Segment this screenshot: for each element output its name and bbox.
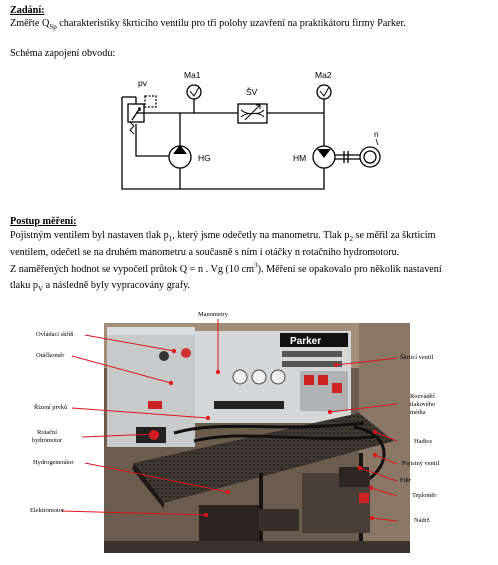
n-label: n — [374, 129, 379, 139]
label-rozvadec-1: Rozváděč — [410, 393, 436, 400]
label-nadrz: Nádrž — [414, 517, 430, 524]
task-before: Změřte Q — [10, 18, 50, 29]
p4-text: tlaku p — [10, 280, 39, 291]
label-rotacni-hydromotor — [32, 429, 62, 445]
sv-label: ŠV — [246, 87, 258, 97]
parker-logo: Parker — [290, 336, 322, 347]
label-rotacni-2: hydromotor — [32, 437, 63, 444]
label-rizeni-prvku: Řízení prvků — [34, 404, 68, 411]
label-hydrogenerator: Hydrogenerátor — [33, 459, 74, 466]
label-ovladaci-skrin: Ovládací skříň — [36, 331, 74, 338]
hm-label: HM — [293, 153, 307, 163]
p1-text: Pojistným ventilem byl nastaven tlak p — [10, 230, 169, 241]
label-filtr: Filtr — [400, 477, 412, 484]
label-manometry: Manometry — [198, 311, 228, 318]
label-otackomer: Otáčkoměr — [36, 352, 65, 359]
p1-text-2: , který jsme odečetly na manometru. Tlak p — [172, 230, 350, 241]
p1-text-3: se měřil za škrticím — [352, 230, 436, 241]
task-after: charakteristiky škrticího ventilu pro tři polohy uzavření na praktikátoru firmy Parker. — [56, 18, 406, 29]
p3-text-2: ). Měření se opakovalo pro několik nastavení — [257, 264, 442, 275]
heading-zadani: Zadání: — [10, 5, 45, 16]
p3-text: Z naměřených hodnot se vypočetl průtok Q = n . Vg (10 cm — [10, 264, 255, 275]
label-hadice: Hadice — [414, 438, 433, 445]
label-rozvadec — [410, 393, 435, 417]
p2-sub: 2 — [349, 235, 353, 244]
pv-label: pv — [138, 78, 147, 88]
label-rotacni-1: Rotační — [37, 429, 58, 436]
label-elektromotor: Elektromotor — [30, 507, 65, 514]
label-rozvadec-3: média — [410, 409, 426, 416]
schema-title: Schéma zapojení obvodu: — [10, 48, 116, 59]
p4-sub: V — [38, 285, 44, 294]
ma2-label: Ma2 — [315, 70, 332, 80]
p4-text-2: a následně byly vypracovány grafy. — [43, 280, 191, 291]
procedure-heading: Postup měření: — [10, 216, 77, 227]
label-skrtici-ventil: Škrticí ventil — [400, 354, 434, 361]
label-rozvadec-2: tlakového — [410, 401, 436, 408]
p1-sub: 1 — [168, 235, 173, 244]
label-teplomer: Teploměr — [412, 492, 437, 499]
task-subscript: Sp — [49, 23, 57, 32]
ma1-label: Ma1 — [184, 70, 201, 80]
p3-sup: 3 — [254, 261, 258, 270]
label-pojistny-ventil: Pojistný ventil — [402, 460, 440, 467]
hg-label: HG — [198, 153, 211, 163]
procedure-line-2: ventilem, odečetl se na druhém manometru a současně s ním i otáčky n rotačního hydromotoru. — [10, 247, 400, 258]
